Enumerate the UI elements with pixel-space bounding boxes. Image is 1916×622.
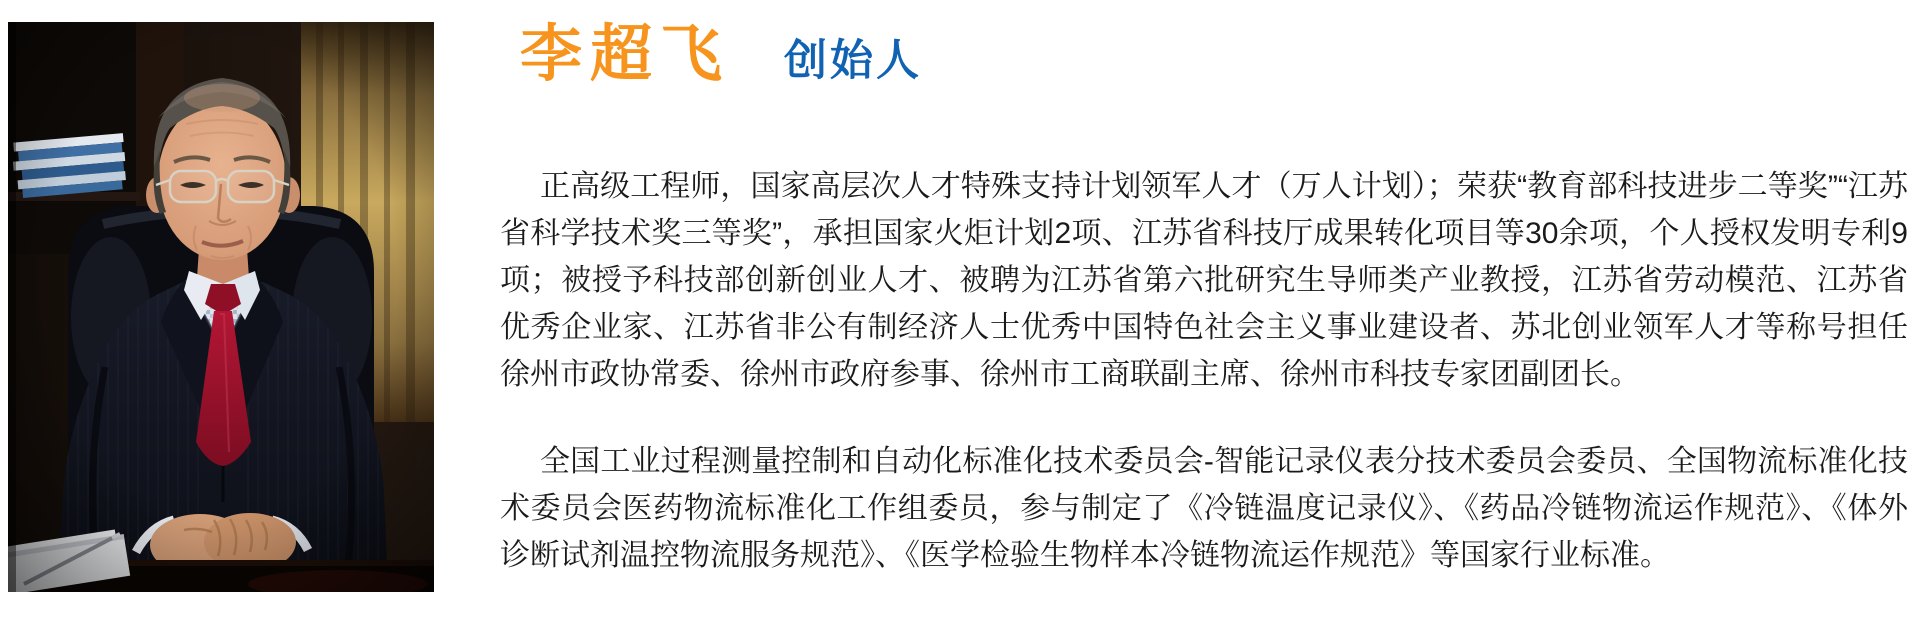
bio-paragraph-honors: 正高级工程师，国家高层次人才特殊支持计划领军人才（万人计划）；荣获“教育部科技进步二等奖”“江苏省科学技术奖三等奖”，承担国家火炬计划2项、江苏省科技厅成果转化项目等30余项，个人授权发明专利9项；被授予科技部创新创业人才、被聘为江苏省第六批研究生导师类产业教授，江苏省劳动模范、江苏省优秀企业家、江苏省非公有制经济人士优秀中国特色社会主义事业建设者、苏北创业领军人才等称号担任徐州市政协常委、徐州市政府参事、徐州市工商联副主席、徐州市科技专家团副团长。	[500, 170, 1908, 391]
founder-portrait-illustration	[8, 22, 434, 592]
founder-photo	[8, 22, 434, 592]
founder-role: 创始人	[784, 37, 923, 85]
founder-name: 李超飞	[520, 20, 731, 89]
founder-header	[520, 20, 923, 89]
bio-paragraph-standards: 全国工业过程测量控制和自动化标准化技术委员会-智能记录仪表分技术委员会委员、全国物流标准化技术委员会医药物流标准化工作组委员，参与制定了《冷链温度记录仪》、《药品冷链物流运作规范》、《体外诊断试剂温控物流服务规范》、《医学检验生物样本冷链物流运作规范》等国家行业标准。	[500, 445, 1908, 572]
bio-content	[500, 0, 1910, 622]
